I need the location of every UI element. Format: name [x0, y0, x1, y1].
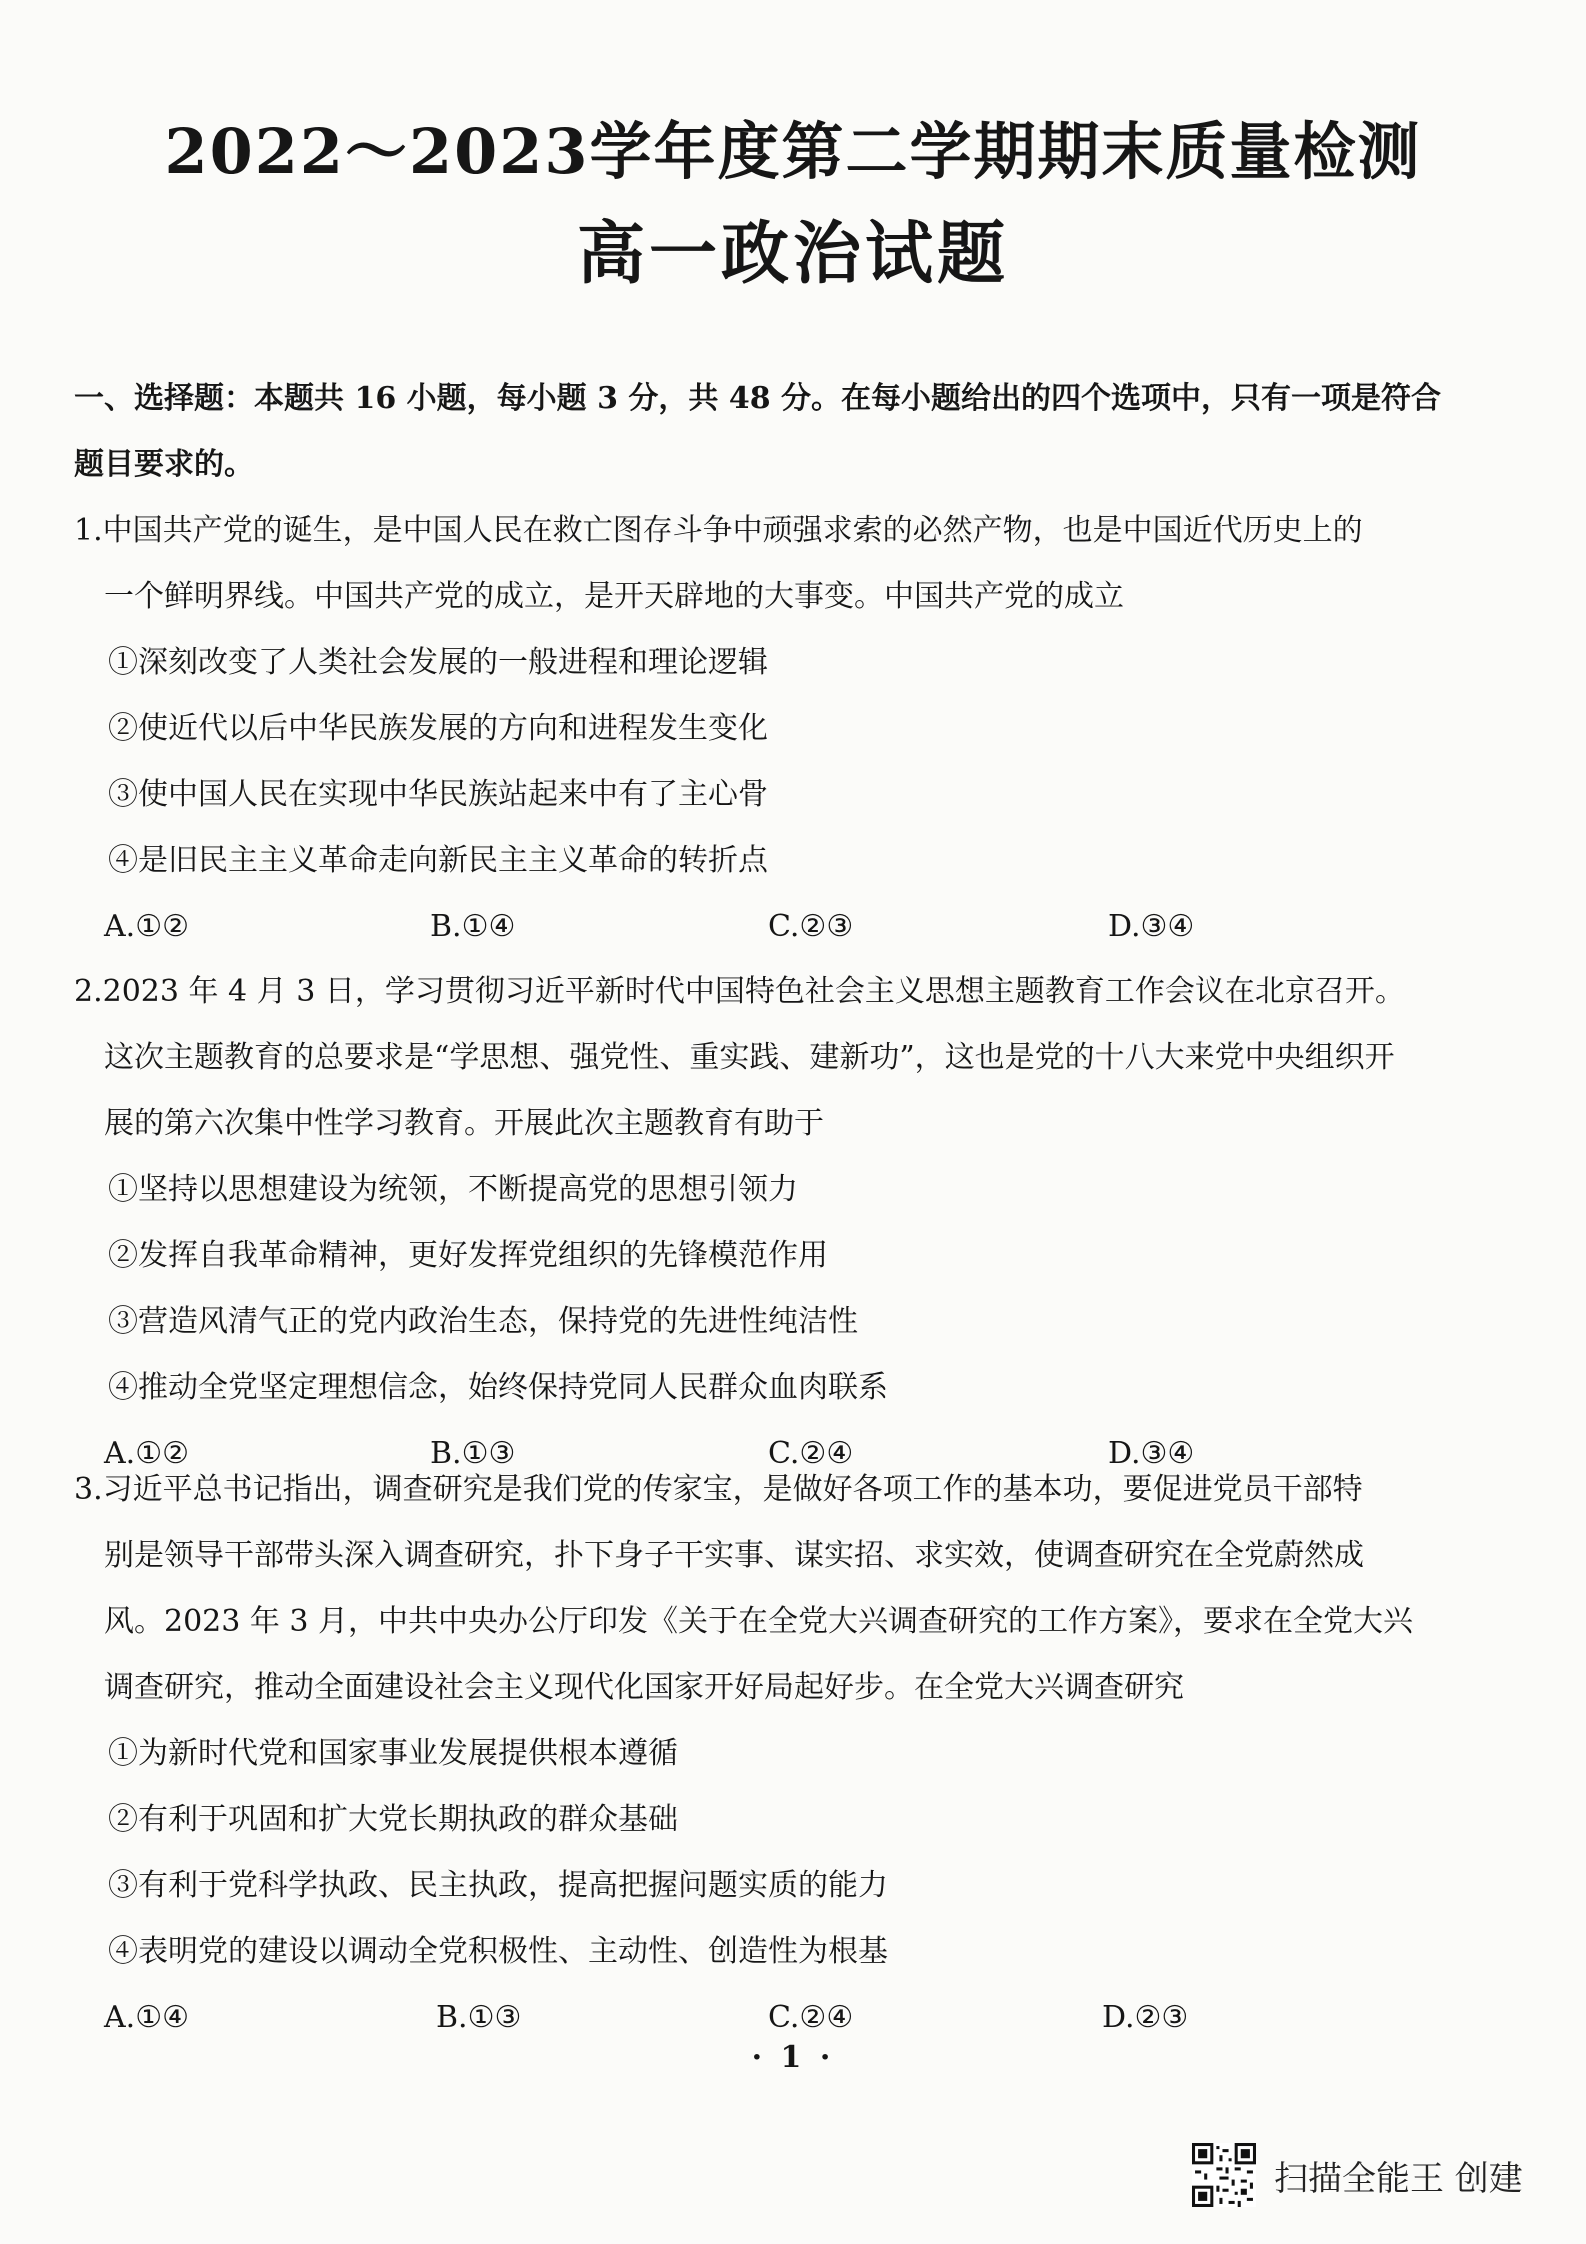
question-stem-line: 2.2023 年 4 月 3 日，学习贯彻习近平新时代中国特色社会主义思想主题教育工作会议在北京召开。 — [74, 974, 1405, 1009]
option-b: B.①③ — [436, 2000, 522, 2035]
option-d: D.③④ — [1108, 909, 1195, 944]
question-3 — [74, 1457, 1494, 2051]
question-stem-line: 这次主题教育的总要求是“学思想、强党性、重实践、建新功”，这也是党的十八大来党中央组织开 — [104, 1040, 1395, 1075]
question-stem-line: 1.中国共产党的诞生，是中国人民在救亡图存斗争中顽强求索的必然产物，也是中国近代历史上的 — [74, 513, 1363, 548]
scanner-watermark — [1192, 2143, 1552, 2207]
option-d: D.②③ — [1102, 2000, 1189, 2035]
section-line: 题目要求的。 — [74, 447, 254, 482]
statement: ②发挥自我革命精神，更好发挥党组织的先锋模范作用 — [108, 1238, 828, 1273]
question-stem-line: 一个鲜明界线。中国共产党的成立，是开天辟地的大事变。中国共产党的成立 — [104, 579, 1124, 614]
option-b: B.①④ — [430, 909, 516, 944]
statement: ②有利于巩固和扩大党长期执政的群众基础 — [108, 1802, 678, 1837]
statement: ③营造风清气正的党内政治生态，保持党的先进性纯洁性 — [108, 1304, 858, 1339]
option-c: C.②④ — [768, 2000, 854, 2035]
question-stem-line: 调查研究，推动全面建设社会主义现代化国家开好局起好步。在全党大兴调查研究 — [104, 1670, 1184, 1705]
option-d: D.③④ — [1108, 1436, 1195, 1471]
option-c: C.②④ — [768, 1436, 854, 1471]
page-number: · 1 · — [751, 2040, 835, 2075]
question-2 — [74, 959, 1494, 1487]
statement: ①深刻改变了人类社会发展的一般进程和理论逻辑 — [108, 645, 768, 680]
qr-code-icon — [1192, 2143, 1256, 2207]
answer-options — [74, 894, 1494, 960]
option-a: A.①④ — [104, 2000, 189, 2035]
statement: ①为新时代党和国家事业发展提供根本遵循 — [108, 1736, 678, 1771]
option-c: C.②③ — [768, 909, 854, 944]
question-stem-line: 展的第六次集中性学习教育。开展此次主题教育有助于 — [104, 1106, 824, 1141]
question-stem-line: 3.习近平总书记指出，调查研究是我们党的传家宝，是做好各项工作的基本功，要促进党员干部特 — [74, 1472, 1363, 1507]
watermark-text: 扫描全能王 创建 — [1274, 2159, 1523, 2199]
option-b: B.①③ — [430, 1436, 516, 1471]
question-1 — [74, 498, 1494, 960]
option-a: A.①② — [104, 909, 189, 944]
statement: ④表明党的建设以调动全党积极性、主动性、创造性为根基 — [108, 1934, 888, 1969]
exam-title: 2022～2023学年度第二学期期末质量检测 — [164, 115, 1422, 188]
statement: ③使中国人民在实现中华民族站起来中有了主心骨 — [108, 777, 768, 812]
question-stem-line: 别是领导干部带头深入调查研究，扑下身子干实事、谋实招、求实效，使调查研究在全党蔚然成 — [104, 1538, 1364, 1573]
question-stem-line: 风。2023 年 3 月，中共中央办公厅印发《关于在全党大兴调查研究的工作方案》，要求在全党大兴 — [104, 1604, 1414, 1639]
option-a: A.①② — [104, 1436, 189, 1471]
section-instructions — [74, 366, 1494, 498]
statement: ④推动全党坚定理想信念，始终保持党同人民群众血肉联系 — [108, 1370, 888, 1405]
statement: ④是旧民主主义革命走向新民主主义革命的转折点 — [108, 843, 768, 878]
statement: ③有利于党科学执政、民主执政，提高把握问题实质的能力 — [108, 1868, 888, 1903]
statement: ②使近代以后中华民族发展的方向和进程发生变化 — [108, 711, 768, 746]
statement: ①坚持以思想建设为统领，不断提高党的思想引领力 — [108, 1172, 798, 1207]
section-line: 一、选择题：本题共 16 小题，每小题 3 分，共 48 分。在每小题给出的四个选项中，只有一项是符合 — [74, 381, 1442, 416]
exam-subtitle: 高一政治试题 — [576, 214, 1009, 294]
